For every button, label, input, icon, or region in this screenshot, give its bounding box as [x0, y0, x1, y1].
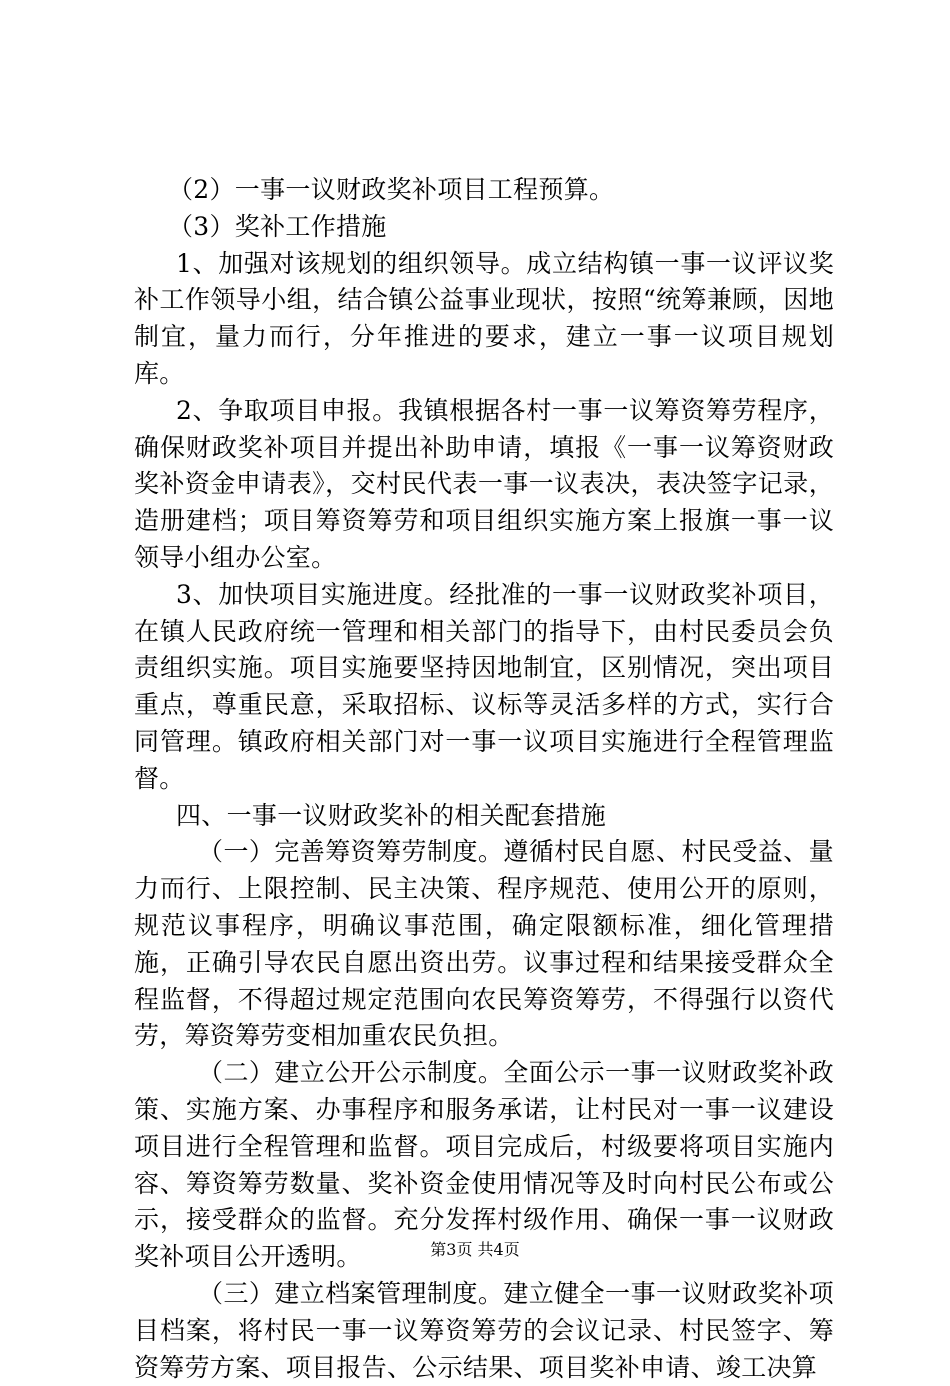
page-number: 第3页 共4页	[430, 1240, 520, 1259]
section-heading-four: 四、一事一议财政奖补的相关配套措施	[176, 800, 607, 830]
paragraph-implementation: 3、加快项目实施进度。经批准的一事一议财政奖补项目，在镇人民政府统一管理和相关部门的指导下，由村民委员会负责组织实施。项目实施要坚持因地制宜，区别情况，突出项目重点，尊重民意，采取招标、议标等灵活多样的方式，实行合同管理。镇政府相关部门对一事一议项目实施进行全程管理监督。	[134, 579, 834, 793]
paragraph-application: 2、争取项目申报。我镇根据各村一事一议筹资筹劳程序，确保财政奖补项目并提出补助申请，填报《一事一议筹资财政奖补资金申请表》，交村民代表一事一议表决，表决签字记录，造册建档；项目筹资筹劳和项目组织实施方案上报旗一事一议领导小组办公室。	[134, 395, 834, 572]
paragraph-funding-system: （一）完善筹资筹劳制度。遵循村民自愿、村民受益、量力而行、上限控制、民主决策、程序规范、使用公开的原则，规范议事程序，明确议事范围，确定限额标准，细化管理措施，正确引导农民自愿出资出劳。议事过程和结果接受群众全程监督，不得超过规定范围向农民筹资筹劳，不得强行以资代劳，筹资筹劳变相加重农民负担。	[134, 837, 834, 1051]
paragraph-budget: （2）一事一议财政奖补项目工程预算。	[168, 175, 615, 204]
paragraph-measures-heading: （3）奖补工作措施	[168, 211, 387, 241]
paragraph-archive-system: （三）建立档案管理制度。建立健全一事一议财政奖补项目档案，将村民一事一议筹资筹劳的会议记录、村民签字、筹资筹劳方案、项目报告、公示结果、项目奖补申请、竣工决算	[134, 1278, 834, 1382]
paragraph-disclosure-system: （二）建立公开公示制度。全面公示一事一议财政奖补政策、实施方案、办事程序和服务承诺，让村民对一事一议建设项目进行全程管理和监督。项目完成后，村级要将项目实施内容、筹资筹劳数量、奖补资金使用情况等及时向村民公布或公示，接受群众的监督。充分发挥村级作用、确保一事一议财政奖补项目公开透明。	[134, 1058, 834, 1272]
document-body	[134, 172, 834, 1386]
paragraph-organization: 1、加强对该规划的组织领导。成立结构镇一事一议评议奖补工作领导小组，结合镇公益事业现状，按照“统筹兼顾，因地制宜，量力而行，分年推进的要求，建立一事一议项目规划库。	[134, 248, 834, 388]
